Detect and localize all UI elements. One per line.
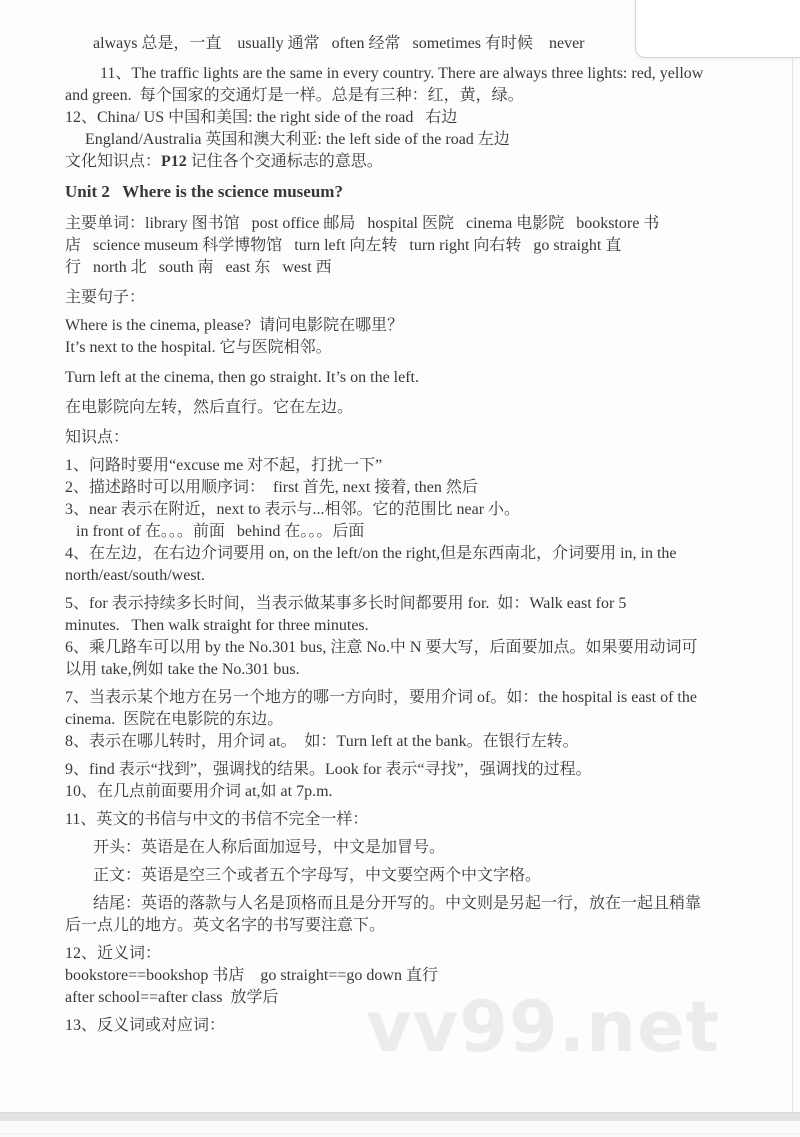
doc-line-point6: 6、乘几路车可以用 by the No.301 bus, 注意 No.中 N 要大写，后面要加点。如果要用动词可 bbox=[65, 639, 698, 656]
bold-page-ref: P12 bbox=[161, 153, 187, 170]
page-gap-strip bbox=[0, 1112, 800, 1121]
page-right-edge bbox=[792, 0, 793, 1112]
doc-line-point5-cont: minutes. Then walk straight for three minutes. bbox=[65, 617, 369, 634]
doc-line-point7-cont: cinema. 医院在电影院的东边。 bbox=[65, 711, 284, 728]
doc-line-key-words-2: 店 science museum 科学博物馆 turn left 向左转 turn right 向右转 go straight 直 bbox=[65, 237, 622, 254]
doc-line-point3: 3、near 表示在附近，next to 表示与...相邻。它的范围比 near 小。 bbox=[65, 501, 521, 518]
doc-line-knowledge-label: 知识点： bbox=[65, 429, 130, 446]
next-page-edge-line bbox=[0, 1133, 800, 1134]
doc-line-point6-cont: 以用 take,例如 take the No.301 bus. bbox=[65, 661, 300, 678]
doc-line-letter-body: 正文：英语是空三个或者五个字母写，中文要空两个中文字格。 bbox=[93, 867, 542, 884]
doc-line-point3-cont: in front of 在。。。前面 behind 在。。。后面 bbox=[76, 523, 365, 540]
doc-line-point13-antonyms: 13、反义词或对应词： bbox=[65, 1017, 226, 1034]
document-page bbox=[65, 33, 743, 1037]
doc-line-item12-england: England/Australia 英国和澳大利亚: the left side of the road 左边 bbox=[85, 131, 510, 148]
doc-line-key-words-1: 主要单词：library 图书馆 post office 邮局 hospital 医院 cinema 电影院 bookstore 书 bbox=[65, 215, 660, 232]
doc-line-synonyms-1: bookstore==bookshop 书店 go straight==go down 直行 bbox=[65, 967, 438, 984]
doc-line-point11: 11、英文的书信与中文的书信不完全一样： bbox=[65, 811, 369, 828]
doc-line-synonyms-2: after school==after class 放学后 bbox=[65, 989, 279, 1006]
doc-line-point1: 1、问路时要用“excuse me 对不起，打扰一下” bbox=[65, 457, 383, 474]
doc-line-point4: 4、在左边，在右边介词要用 on, on the left/on the right,但是东西南北，介词要用 in, in the bbox=[65, 545, 677, 562]
doc-line-key-sentences-label: 主要句子： bbox=[65, 289, 146, 306]
doc-line-sentence-where: Where is the cinema, please? 请问电影院在哪里？ bbox=[65, 317, 404, 334]
doc-line-item12-china-us: 12、China/ US 中国和美国: the right side of the road 右边 bbox=[65, 109, 458, 126]
culture-note-prefix: 文化知识点： bbox=[65, 153, 162, 170]
doc-line-adverbs: always 总是，一直 usually 通常 often 经常 sometimes 有时候 never bbox=[93, 35, 585, 52]
watermark: vv99.net bbox=[366, 986, 721, 1068]
doc-line-point12-synonyms: 12、近义词： bbox=[65, 945, 162, 962]
doc-line-point7: 7、当表示某个地方在另一个地方的哪一方向时，要用介词 of。如：the hospital is east of the bbox=[65, 689, 697, 706]
doc-line-point10: 10、在几点前面要用介词 at,如 at 7p.m. bbox=[65, 783, 333, 800]
doc-line-point8: 8、表示在哪儿转时，用介词 at。 如：Turn left at the bank。在银行左转。 bbox=[65, 733, 579, 750]
doc-line-letter-opening: 开头：英语是在人称后面加逗号，中文是加冒号。 bbox=[93, 839, 446, 856]
doc-line-sentence-next-to: It’s next to the hospital. 它与医院相邻。 bbox=[65, 339, 332, 356]
doc-line-key-words-3: 行 north 北 south 南 east 东 west 西 bbox=[65, 259, 332, 276]
doc-line-point9: 9、find 表示“找到”，强调找的结果。Look for 表示“寻找”，强调找的过程。 bbox=[65, 761, 592, 778]
doc-line-point2: 2、描述路时可以用顺序词： first 首先, next 接着, then 然后 bbox=[65, 479, 478, 496]
doc-line-letter-closing-cont: 后一点儿的地方。英文名字的书写要注意下。 bbox=[65, 917, 386, 934]
doc-line-letter-closing: 结尾：英语的落款与人名是顶格而且是分开写的。中文则是另起一行，放在一起且稍靠 bbox=[93, 895, 702, 912]
doc-line-point4-cont: north/east/south/west. bbox=[65, 567, 205, 584]
doc-line-item11-traffic-lights: 11、The traffic lights are the same in every country. There are always three lights: red, yellow bbox=[100, 65, 704, 82]
doc-line-point5: 5、for 表示持续多长时间，当表示做某事多长时间都要用 for. 如：Walk east for 5 bbox=[65, 595, 627, 612]
doc-line-item11-cont: and green. 每个国家的交通灯是一样。总是有三种：红，黄，绿。 bbox=[65, 87, 524, 104]
floating-panel[interactable] bbox=[635, 0, 800, 58]
doc-line-sentence-turn-left-cn: 在电影院向左转，然后直行。它在左边。 bbox=[65, 399, 354, 416]
culture-note-suffix: 记住各个交通标志的意思。 bbox=[186, 153, 383, 170]
unit2-heading: Unit 2 Where is the science museum? bbox=[65, 182, 343, 201]
doc-line-sentence-turn-left: Turn left at the cinema, then go straight. It’s on the left. bbox=[65, 369, 419, 386]
next-page-top bbox=[0, 1121, 800, 1137]
doc-line-culture-note bbox=[65, 151, 743, 173]
